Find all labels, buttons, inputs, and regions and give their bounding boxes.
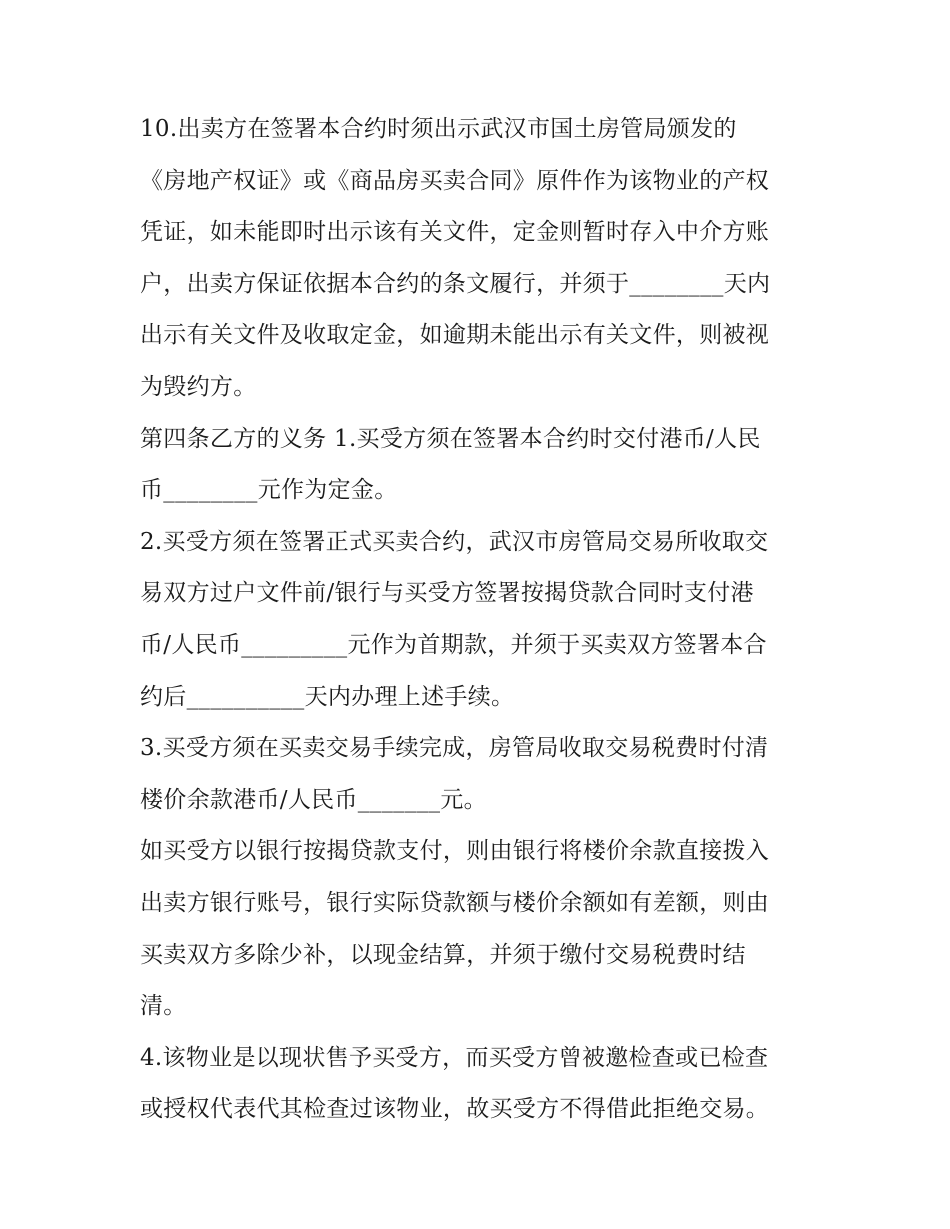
text-line: 4.该物业是以现状售予买受方，而买受方曾被邀检查或已检查 [140, 1044, 769, 1071]
article-4-clause-1-paragraph [140, 414, 830, 517]
mortgage-paragraph [140, 826, 830, 1032]
text-line: 户，出卖方保证依据本合约的条文履行，并须于________天内 [140, 270, 771, 297]
clause-10-paragraph [140, 104, 830, 414]
text-line: 币________元作为定金。 [140, 477, 398, 504]
text-line: 或授权代表代其检查过该物业，故买受方不得借此拒绝交易。 [140, 1096, 770, 1123]
document-page [140, 104, 830, 1136]
text-line: 出示有关文件及收取定金，如逾期未能出示有关文件，则被视 [140, 322, 770, 349]
text-line: 凭证，如未能即时出示该有关文件，定金则暂时存入中介方账 [140, 219, 770, 246]
clause-2-paragraph [140, 517, 830, 723]
clause-4-paragraph [140, 1033, 830, 1136]
text-line: 易双方过户文件前/银行与买受方签署按揭贷款合同时支付港 [140, 580, 754, 607]
text-line: 为毁约方。 [140, 373, 257, 400]
text-line: 清。 [140, 993, 187, 1020]
text-line: 10.出卖方在签署本合约时须出示武汉市国土房管局颁发的 [140, 116, 737, 142]
text-line: 币/人民币_________元作为首期款，并须于买卖双方签署本合 [140, 631, 767, 658]
text-line: 第四条乙方的义务 1.买受方须在签署本合约时交付港币/人民 [140, 425, 761, 452]
text-line: 3.买受方须在买卖交易手续完成，房管局收取交易税费时付清 [140, 735, 769, 762]
text-line: 楼价余款港币/人民币_______元。 [140, 786, 487, 813]
text-line: 如买受方以银行按揭贷款支付，则由银行将楼价余款直接拨入 [140, 838, 770, 865]
text-line: 2.买受方须在签署正式买卖合约，武汉市房管局交易所收取交 [140, 528, 769, 555]
text-line: 买卖双方多除少补，以现金结算，并须于缴付交易税费时结 [140, 941, 746, 968]
text-line: 约后__________天内办理上述手续。 [140, 683, 515, 710]
text-line: 《房地产权证》或《商品房买卖合同》原件作为该物业的产权 [140, 167, 770, 194]
text-line: 出卖方银行账号，银行实际贷款额与楼价余额如有差额，则由 [140, 889, 770, 916]
clause-3-paragraph [140, 723, 830, 826]
